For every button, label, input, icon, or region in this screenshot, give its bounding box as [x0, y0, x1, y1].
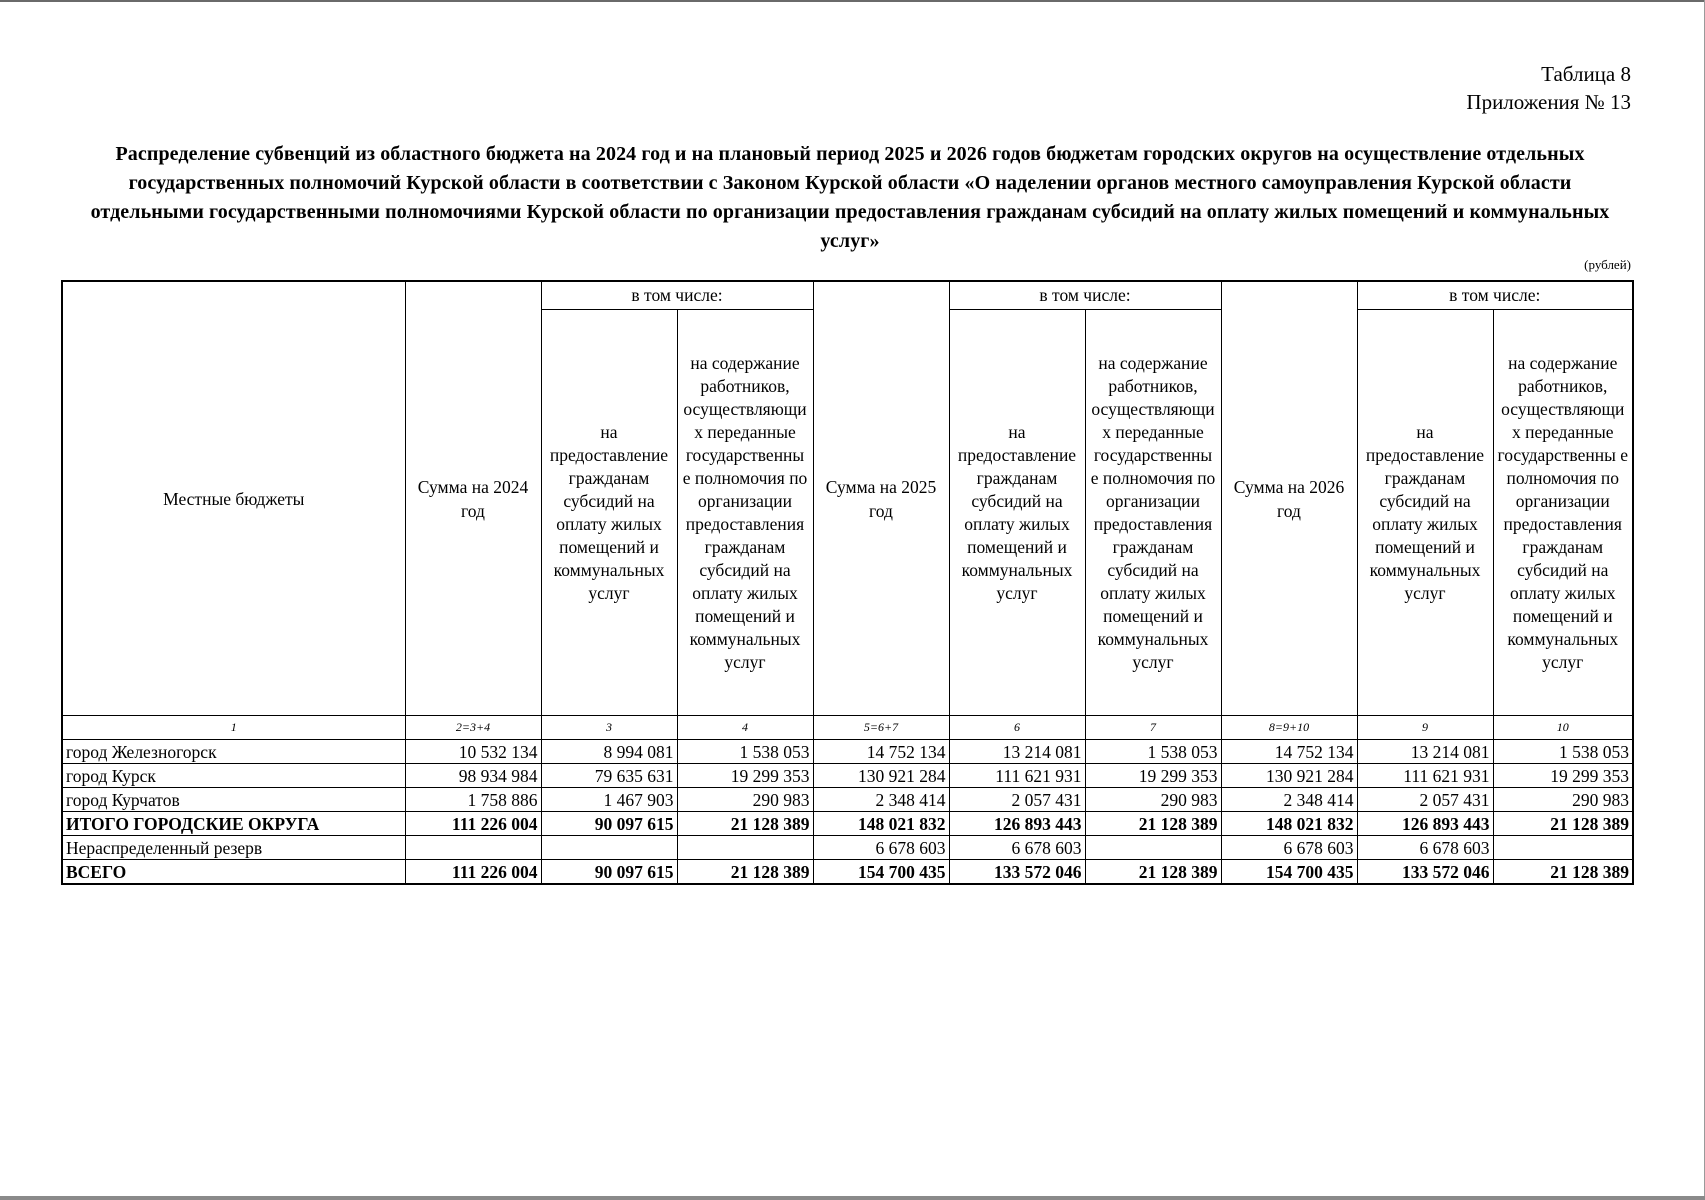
- column-number: 5=6+7: [813, 716, 949, 740]
- table-row-grand-total: [62, 860, 1633, 885]
- row-name: ВСЕГО: [62, 860, 405, 885]
- table-cell: [1085, 836, 1221, 860]
- table-cell: 90 097 615: [541, 812, 677, 836]
- table-cell: 2 057 431: [1357, 788, 1493, 812]
- header-sum-2024: Сумма на 2024 год: [405, 281, 541, 716]
- table-number-label: Таблица 8: [1541, 62, 1631, 86]
- table-row-kurchatov: [62, 788, 1633, 812]
- table-row-reserve: [62, 836, 1633, 860]
- table-cell: 154 700 435: [1221, 860, 1357, 885]
- table-cell: 90 097 615: [541, 860, 677, 885]
- table-cell: 2 348 414: [813, 788, 949, 812]
- column-number: 4: [677, 716, 813, 740]
- table-cell: 6 678 603: [949, 836, 1085, 860]
- table-cell: 21 128 389: [1085, 860, 1221, 885]
- appendix-label: Приложения № 13: [1466, 90, 1631, 114]
- table-cell: 21 128 389: [677, 812, 813, 836]
- table-cell: 133 572 046: [949, 860, 1085, 885]
- table-cell: 290 983: [1493, 788, 1633, 812]
- table-cell: [1493, 836, 1633, 860]
- header-provision-2026: на предоставление гражданам субсидий на оплату жилых помещений и коммунальных услуг: [1357, 310, 1493, 716]
- table-cell: 1 538 053: [1493, 740, 1633, 764]
- table-reference: [1466, 60, 1631, 116]
- header-sum-2025: Сумма на 2025 год: [813, 281, 949, 716]
- table-cell: 2 057 431: [949, 788, 1085, 812]
- table-row-zheleznogorsk: [62, 740, 1633, 764]
- column-number: 6: [949, 716, 1085, 740]
- table-cell: 111 226 004: [405, 812, 541, 836]
- table-cell: [677, 836, 813, 860]
- table-cell: 14 752 134: [813, 740, 949, 764]
- header-provision-2025: на предоставление гражданам субсидий на оплату жилых помещений и коммунальных услуг: [949, 310, 1085, 716]
- table-cell: 130 921 284: [1221, 764, 1357, 788]
- column-number: 7: [1085, 716, 1221, 740]
- table-cell: 2 348 414: [1221, 788, 1357, 812]
- header-provision-2024: на предоставление гражданам субсидий на оплату жилых помещений и коммунальных услуг: [541, 310, 677, 716]
- table-cell: 290 983: [677, 788, 813, 812]
- subventions-table: [61, 280, 1634, 885]
- table-cell: 133 572 046: [1357, 860, 1493, 885]
- table-cell: 148 021 832: [813, 812, 949, 836]
- header-sum-2026: Сумма на 2026 год: [1221, 281, 1357, 716]
- table-cell: [541, 836, 677, 860]
- column-number-row: [62, 716, 1633, 740]
- table-cell: 126 893 443: [949, 812, 1085, 836]
- table-cell: 8 994 081: [541, 740, 677, 764]
- table-cell: 98 934 984: [405, 764, 541, 788]
- document-title: Распределение субвенций из областного бюджета на 2024 год и на плановый период 2025 и 2026 годов бюджетам городских округов на осуществление отдельных государственных полномочий Курской области в соответствии с Законом Курской области «О наделении органов местного самоуправления Курской области отдельными государственными полномочиями Курской области по организации предоставления гражданам субсидий на оплату жилых помещений и коммунальных услуг»: [90, 143, 1610, 252]
- header-local-budgets: Местные бюджеты: [62, 281, 405, 716]
- row-name: город Курчатов: [62, 788, 405, 812]
- table-cell: 10 532 134: [405, 740, 541, 764]
- table-cell: 21 128 389: [1493, 860, 1633, 885]
- table-cell: 1 758 886: [405, 788, 541, 812]
- table-cell: 1 538 053: [677, 740, 813, 764]
- header-including-2026: в том числе:: [1357, 281, 1633, 310]
- table-cell: 6 678 603: [1357, 836, 1493, 860]
- table-cell: 111 226 004: [405, 860, 541, 885]
- table-cell: 79 635 631: [541, 764, 677, 788]
- column-number: 8=9+10: [1221, 716, 1357, 740]
- column-number: 9: [1357, 716, 1493, 740]
- row-name: город Железногорск: [62, 740, 405, 764]
- table-row-total-city-districts: [62, 812, 1633, 836]
- header-including-2024: в том числе:: [541, 281, 813, 310]
- header-staff-2026: на содержание работников, осуществляющи х переданные государственны е полномочия по организации предоставления гражданам субсидий на оплату жилых помещений и коммунальных услуг: [1493, 310, 1633, 716]
- table-cell: 148 021 832: [1221, 812, 1357, 836]
- column-number: 10: [1493, 716, 1633, 740]
- row-name: город Курск: [62, 764, 405, 788]
- table-cell: 13 214 081: [949, 740, 1085, 764]
- scan-edge-top: [0, 0, 1705, 2]
- table-cell: 14 752 134: [1221, 740, 1357, 764]
- column-number: 3: [541, 716, 677, 740]
- table-cell: 290 983: [1085, 788, 1221, 812]
- table-cell: 1 467 903: [541, 788, 677, 812]
- table-cell: 21 128 389: [1493, 812, 1633, 836]
- table-cell: 21 128 389: [677, 860, 813, 885]
- units-note: (рублей): [1584, 257, 1631, 272]
- table-cell: 154 700 435: [813, 860, 949, 885]
- table-cell: 19 299 353: [677, 764, 813, 788]
- header-staff-2024: на содержание работников, осуществляющи х переданные государственны е полномочия по организации предоставления гражданам субсидий на оплату жилых помещений и коммунальных услуг: [677, 310, 813, 716]
- row-name: ИТОГО ГОРОДСКИЕ ОКРУГА: [62, 812, 405, 836]
- table-cell: 19 299 353: [1493, 764, 1633, 788]
- table-cell: 1 538 053: [1085, 740, 1221, 764]
- table-cell: 21 128 389: [1085, 812, 1221, 836]
- column-number: 1: [62, 716, 405, 740]
- scan-edge-bottom: [0, 1196, 1705, 1200]
- column-number: 2=3+4: [405, 716, 541, 740]
- header-staff-2025: на содержание работников, осуществляющи х переданные государственны е полномочия по организации предоставления гражданам субсидий на оплату жилых помещений и коммунальных услуг: [1085, 310, 1221, 716]
- header-including-2025: в том числе:: [949, 281, 1221, 310]
- header-row-1: [62, 281, 1633, 310]
- table-row-kursk: [62, 764, 1633, 788]
- table-cell: 111 621 931: [1357, 764, 1493, 788]
- table-cell: 111 621 931: [949, 764, 1085, 788]
- table-cell: 13 214 081: [1357, 740, 1493, 764]
- table-cell: 6 678 603: [813, 836, 949, 860]
- table-cell: 6 678 603: [1221, 836, 1357, 860]
- table-cell: 126 893 443: [1357, 812, 1493, 836]
- table-cell: 130 921 284: [813, 764, 949, 788]
- row-name: Нераспределенный резерв: [62, 836, 405, 860]
- table-cell: 19 299 353: [1085, 764, 1221, 788]
- table-cell: [405, 836, 541, 860]
